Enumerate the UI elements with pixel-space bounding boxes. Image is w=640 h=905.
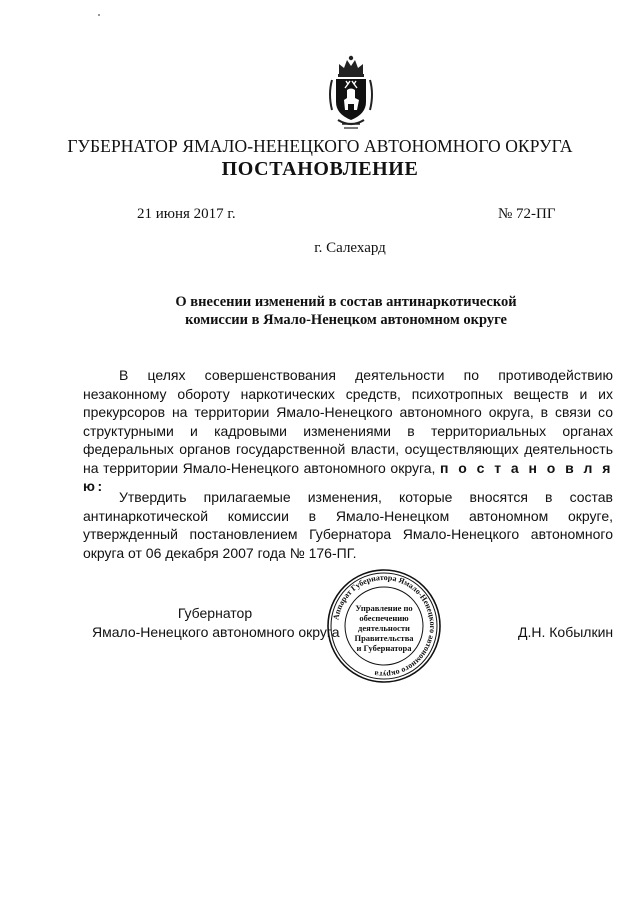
preamble-paragraph xyxy=(83,366,613,496)
operative-paragraph xyxy=(83,488,613,562)
document-number: № 72-ПГ xyxy=(498,206,556,222)
signatory-position-line-1: Губернатор xyxy=(177,605,253,621)
resolve-clause: п о с т а н о в л я ю: xyxy=(83,459,613,494)
document-type: ПОСТАНОВЛЕНИЕ xyxy=(221,158,419,180)
document-title xyxy=(0,293,640,329)
signatory-name: Д.Н. Кобылкин xyxy=(518,624,614,640)
title-line-2: комиссии в Ямало-Ненецком автономном округе xyxy=(185,312,507,328)
issuing-authority: ГУБЕРНАТОР ЯМАЛО-НЕНЕЦКОГО АВТОНОМНОГО ОКРУГА xyxy=(67,136,573,156)
document-city: г. Салехард xyxy=(314,240,386,256)
operative-text: Утвердить прилагаемые изменения, которые вносятся в состав антинаркотической комиссии в Ямало-Ненецком автономном округе, утвержденный постановлением Губернатора Ямало-Ненецкого автономного округа от 06 декабря 2007 года № 176-ПГ. xyxy=(83,489,613,561)
coat-of-arms-icon xyxy=(326,54,376,134)
seal-ring-text: Аппарат Губернатора Ямало-Ненецкого автономного округа xyxy=(331,572,438,680)
seal-center-text: Управление по обеспечению деятельности Правительства и Губернатора xyxy=(354,603,414,653)
document-date: 21 июня 2017 г. xyxy=(137,206,236,222)
signatory-position-line-2: Ямало-Ненецкого автономного округа xyxy=(92,624,340,640)
preamble-text: В целях совершенствования деятельности по противодействию незаконному обороту наркотических средств, психотропных веществ и их прекурсоров на территории Ямало-Ненецкого автономного округа, в связи со структурными и кадровыми изменениями в территориальных органах федеральных органов государственной власти, осуществляющих деятельность на территории Ямало-Ненецкого автономного округа, xyxy=(83,367,613,476)
title-line-1: О внесении изменений в состав антинаркотической xyxy=(175,294,517,310)
scan-speck xyxy=(98,14,100,16)
